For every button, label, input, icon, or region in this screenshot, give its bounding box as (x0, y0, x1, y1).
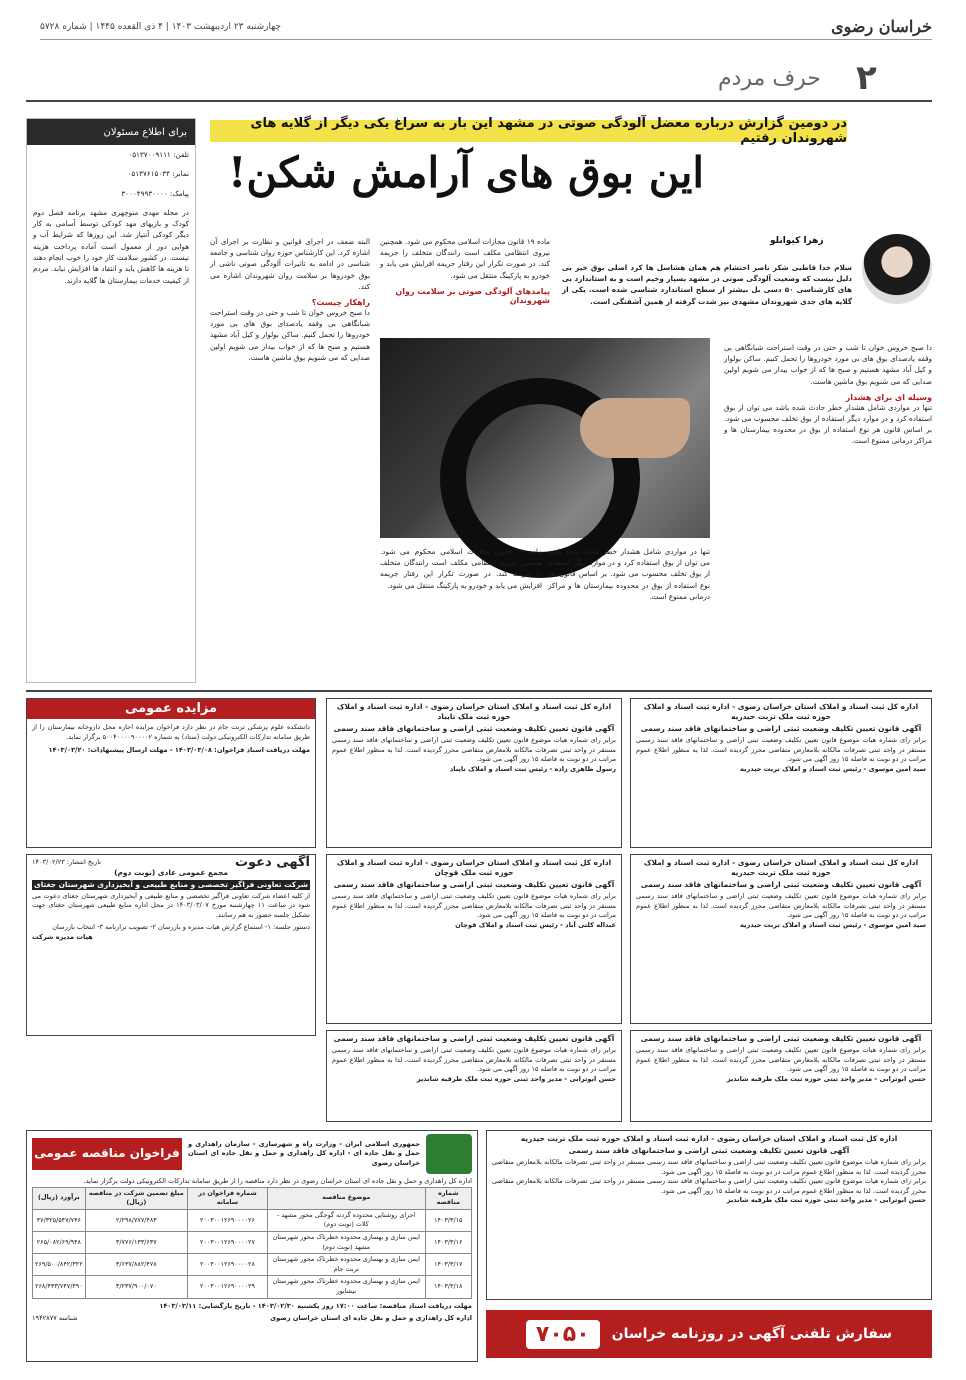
table-cell: ۲۰۰۳۰۰۱۲۶۹۰۰۰۰۲۹ (187, 1276, 267, 1298)
table-header: مبلغ تضمین شرکت در مناقصه (ریال) (85, 1187, 187, 1209)
divider (26, 100, 932, 102)
sidebar-fax: نمابر: ۰۵۱۳۷۶۱۵۰۳۴ (127, 169, 189, 179)
table-cell: اجرای روشنایی محدوده گردنه گوجگی محور مشهد - کلات (نوبت دوم) (267, 1209, 425, 1231)
sidebar-text: در محله مهدی منوچهری مشهد برنامه فصل دوم کودک و بازیهای مهد کودکی توسط آسامی به کار دیگر کودکی آنتیاز شد. این روزها که شرایط آب و هوایی دور از معمول است آماده پرداخت هزینه نیست. در کشور سلامت کار خود را خوب انجام دهند تا هزینه ها کاهش یابد و انتقاد ها افزایش نیابد. مردم از کیفیت خدمات بیمارستان ها گلایه دارند. (33, 207, 189, 285)
body-paragraph: دا صبح خروس خوان تا شب و حتی در وقت استراحت شبانگاهی بی وقفه یادصدای بوق های بی مورد خودروها را تحمل کنیم. ساکن بولوار و کیل آباد مشهد هستیم و صبح ها که از خواب بیدار می شویم اولین صدایی که می شنویم بوق ماشین هاست. (210, 308, 370, 362)
table-cell: ۱۴۰۳/۳/۱۶ (425, 1231, 471, 1253)
article-lead: سلام خدا قاطبی شکر ناصر احتشام هم همان هشاسل ها کرد اصلی بوق خیر بی دلیل نیست که وضعیت آلودگی صوتی در مشهد بسیار وخیم است و به استاندارد بی های کارشناسی ۵۰ دسی بل بیشتر از سطح استاندارد شناسی شده است. یکی از گلایه های جدی شهروندان مشهدی نیز شدت گرفته از همین آشفتگی است. (562, 263, 852, 306)
legal-ad (326, 1030, 622, 1122)
tender-org: جمهوری اسلامی ایران - وزارت راه و شهرسازی - سازمان راهداری و حمل و نقل جاده ای - اداره کل راهداری و حمل و نقل جاده ای استان خراسان رضوی (188, 1139, 420, 1167)
legal-title: آگهی قانون تعیین تکلیف وضعیت ثبتی اراضی و ساختمانهای فاقد سند رسمی (568, 1146, 850, 1155)
tender-table (32, 1187, 472, 1299)
subheading: راهکار چیست؟ (311, 298, 370, 308)
table-cell: ۴۷/۳۲۵/۵۴۷/۷۴۶ (33, 1209, 86, 1231)
legal-body: برابر رای شماره هیات موضوع قانون تعیین تکلیف وضعیت ثبتی اراضی و ساختمانهای فاقد سند رسمی مستقر در واحد ثبتی تصرفات مالکانه بلامعارض متقاضی محرز گردیده است. لذا به منظور اطلاع عموم مراتب در دو نوبت به فاصله ۱۵ روز آگهی می شود. (492, 1158, 926, 1176)
legal-body: برابر رای شماره هیات موضوع قانون تعیین تکلیف وضعیت ثبتی اراضی و ساختمانهای فاقد سند رسمی مستقر در واحد ثبتی تصرفات مالکانه بلامعارض متقاضی محرز گردیده است. لذا به منظور اطلاع عموم مراتب در دو نوبت به فاصله ۱۵ روز آگهی می شود. (492, 1177, 926, 1195)
table-cell: ۳/۲۳۷/۹۰۰/۰۷۰ (85, 1276, 187, 1298)
table-header: شماره مناقصه (425, 1187, 471, 1209)
sidebar-title: برای اطلاع مسئولان (27, 119, 195, 145)
table-row (33, 1231, 472, 1253)
table-cell: ۳/۶۳۷/۸۸۲/۴۷۸ (85, 1254, 187, 1276)
legal-ad (326, 698, 622, 848)
sidebar-phone: تلفن: ۰۵۱۳۷۰۰۹۱۱۱ (128, 150, 189, 159)
divider (26, 690, 932, 692)
legal-body: برابر رای شماره هیات موضوع قانون تعیین تکلیف وضعیت ثبتی اراضی و ساختمانهای فاقد سند رسمی مستقر در واحد ثبتی تصرفات مالکانه بلامعارض متقاضی محرز گردیده است. لذا به منظور اطلاع عموم مراتب در دو نوبت به فاصله ۱۵ روز آگهی می شود. (636, 892, 926, 920)
issue-date: چهارشنبه ۲۳ اردیبهشت ۱۴۰۳ | ۴ ذی القعده ۱۴۴۵ | شماره ۵۷۲۸ (40, 21, 281, 32)
table-cell: ایمن سازی و بهسازی محدوده خطرناک محور شهرستان تربت جام (267, 1254, 425, 1276)
legal-header: اداره کل ثبت اسناد و املاک استان خراسان رضوی - اداره ثبت اسناد و املاک حوزه ثبت ملک تربت حیدریه (520, 1134, 898, 1143)
table-header: برآورد (ریال) (33, 1187, 86, 1209)
auction-text: دانشکده علوم پزشکی تربت جام در نظر دارد فراخوان مزایده اجاره محل داروخانه بیمارستان را از طریق سامانه تدارکات الکترونیکی دولت (ستاد) به شماره ۵۰۰۴۰۰۰۰۹۰۰۰۰۲ برگزار نماید. (32, 723, 310, 741)
article-column-1 (724, 342, 932, 447)
table-cell: ۲۰۰۳۰۰۱۲۶۹۰۰۰۰۲۶ (187, 1209, 267, 1231)
body-paragraph: تنها در مواردی شامل هشدار خطر حادث شده باشد می توان از بوق استفاده کرد و در موارد دیگر استفاده از بوق تخلف محسوب می شود. بر اساس قانون هر نوع استفاده از بوق در محدوده بیمارستان ها و مراکز درمانی ممنوع است. (724, 402, 932, 446)
legal-title: آگهی قانون تعیین تکلیف وضعیت ثبتی اراضی و ساختمانهای فاقد سند رسمی (640, 1034, 922, 1043)
legal-body: برابر رای شماره هیات موضوع قانون تعیین تکلیف وضعیت ثبتی اراضی و ساختمانهای فاقد سند رسمی مستقر در واحد ثبتی تصرفات مالکانه بلامعارض متقاضی محرز گردیده است. لذا به منظور اطلاع عموم مراتب در دو نوبت به فاصله ۱۵ روز آگهی می شود. (332, 1046, 616, 1074)
tender-dates: مهلت دریافت اسناد مناقصه: ساعت ۱۷:۰۰ روز یکشنبه ۱۴۰۳/۰۲/۳۰ - تاریخ بازگشایی: ۱۴۰۳/۰۳/۱۱ (159, 1301, 472, 1310)
legal-sign: سید امین موسوی - رئیس ثبت اسناد و املاک تربت حیدریه (739, 920, 926, 929)
sidebar-box (26, 118, 196, 683)
subheading: پیامدهای آلودگی صوتی بر سلامت روان شهروندان (395, 286, 550, 305)
table-row (33, 1209, 472, 1231)
legal-body: برابر رای شماره هیات موضوع قانون تعیین تکلیف وضعیت ثبتی اراضی و ساختمانهای فاقد سند رسمی مستقر در واحد ثبتی تصرفات مالکانه بلامعارض متقاضی محرز گردیده است. لذا به منظور اطلاع عموم مراتب در دو نوبت به فاصله ۱۵ روز آگهی می شود. (636, 736, 926, 764)
table-row (33, 1254, 472, 1276)
phone-number: ۷۰۵۰ (526, 1320, 600, 1349)
tender-title: فراخوان مناقصه عمومی (32, 1138, 182, 1170)
article-headline: این بوق های آرامش شکن! (228, 148, 705, 197)
tender-ad (26, 1130, 478, 1362)
invite-ad (26, 854, 316, 1036)
phone-order-banner (486, 1310, 932, 1358)
article-kicker: در دومین گزارش درباره معضل آلودگی صوتی در مشهد این بار به سراغ یکی دیگر از گلایه های شهروندان رفتیم (210, 120, 847, 142)
body-paragraph: دا صبح خروس خوان تا شب و حتی در وقت استراحت شبانگاهی بی وقفه یادصدای بوق های بی مورد خودروها را تحمل کنیم. ساکن بولوار و کیل آباد مشهد هستیم و صبح ها که از خواب بیدار می شویم اولین صدایی که می شنویم بوق ماشین هاست. (724, 343, 932, 386)
legal-sign: حسن ابوترابی - مدیر واحد ثبتی حوزه ثبت ملک طرقبه شاندیز (726, 1196, 926, 1205)
legal-body: برابر رای شماره هیات موضوع قانون تعیین تکلیف وضعیت ثبتی اراضی و ساختمانهای فاقد سند رسمی مستقر در واحد ثبتی تصرفات مالکانه بلامعارض متقاضی محرز گردیده است. لذا به منظور اطلاع عموم مراتب در دو نوبت به فاصله ۱۵ روز آگهی می شود. (636, 1046, 926, 1074)
invite-org: شرکت تعاونی فراگیر تخصصی و منابع طبیعی و آبخیزداری شهرستان جغتای (33, 879, 309, 889)
legal-header: اداره کل ثبت اسناد و املاک استان خراسان رضوی - اداره ثبت اسناد و املاک حوزه ثبت ملک تایباد (336, 702, 612, 721)
table-cell: ۱۴۰۳/۳/۱۸ (425, 1276, 471, 1298)
legal-sign: سید امین موسوی - رئیس ثبت اسناد و املاک تربت حیدریه (739, 764, 926, 773)
road-agency-logo-icon (426, 1134, 472, 1174)
legal-sign: رسول طاهری زاده - رئیس ثبت اسناد و املاک تایباد (449, 764, 616, 773)
legal-header: اداره کل ثبت اسناد و املاک استان خراسان رضوی - اداره ثبت اسناد و املاک حوزه ثبت ملک قوچان (336, 858, 612, 877)
legal-title: آگهی قانون تعیین تکلیف وضعیت ثبتی اراضی و ساختمانهای فاقد سند رسمی (333, 1034, 615, 1043)
page-header (40, 14, 932, 40)
table-cell: ۲۰۰۳۰۰۱۲۶۹۰۰۰۰۲۷ (187, 1231, 267, 1253)
body-paragraph: تنها در مواردی شامل هشدار خطر حادث شده باشد می توان از بوق استفاده کرد و در موارد دیگر استفاده از بوق تخلف محسوب می شود. بر اساس قانون هر نوع استفاده از بوق در محدوده بیمارستان ها و مراکز درمانی ممنوع است. (548, 547, 710, 601)
table-cell: ایمن سازی و بهسازی محدوده خطرناک محور شهرستان مشهد (نوبت دوم) (267, 1231, 425, 1253)
legal-title: آگهی قانون تعیین تکلیف وضعیت ثبتی اراضی و ساختمانهای فاقد سند رسمی (333, 880, 615, 889)
legal-ad (630, 698, 932, 848)
article-column-3 (380, 236, 550, 305)
invite-sub: مجمع عمومی عادی (نوبت دوم) (114, 867, 228, 877)
legal-title: آگهی قانون تعیین تکلیف وضعیت ثبتی اراضی و ساختمانهای فاقد سند رسمی (333, 724, 615, 733)
table-cell: ۲/۲۹۸/۷۷۷/۴۸۳ (85, 1209, 187, 1231)
legal-body: برابر رای شماره هیات موضوع قانون تعیین تکلیف وضعیت ثبتی اراضی و ساختمانهای فاقد سند رسمی مستقر در واحد ثبتی تصرفات مالکانه بلامعارض متقاضی محرز گردیده است. لذا به منظور اطلاع عموم مراتب در دو نوبت به فاصله ۱۵ روز آگهی می شود. (332, 892, 616, 920)
legal-sign: حسن ابوترابی - مدیر واحد ثبتی حوزه ثبت ملک طرقبه شاندیز (416, 1074, 616, 1083)
invite-title: آگهی دعوت (234, 855, 310, 870)
table-cell: ۲۶۵/۰۸۲/۶۹/۹۴۸ (33, 1231, 86, 1253)
tender-intro: اداره کل راهداری و حمل و نقل جاده ای استان خراسان رضوی در نظر دارد مناقصه را از طریق سامانه تدارکات الکترونیکی دولت برگزار نماید. (83, 1177, 472, 1185)
legal-header: اداره کل ثبت اسناد و املاک استان خراسان رضوی - اداره ثبت اسناد و املاک حوزه ثبت ملک تربت حیدریه (643, 858, 919, 877)
page-number: ۲ (856, 58, 877, 98)
table-header: شماره فراخوان در سامانه (187, 1187, 267, 1209)
sidebar-sms: پیامک: ۳۰۰۰۴۹۹۳۰۰۰۰ (121, 188, 189, 198)
author-photo (862, 234, 932, 304)
table-row (33, 1276, 472, 1298)
newspaper-logo: خراسان رضوی (831, 17, 932, 36)
legal-ad (486, 1130, 932, 1300)
legal-sign: حسن ابوترابی - مدیر واحد ثبتی حوزه ثبت ملک طرقبه شاندیز (726, 1074, 926, 1083)
table-header: موضوع مناقصه (267, 1187, 425, 1209)
table-cell: ۱۴۰۳/۳/۱۷ (425, 1254, 471, 1276)
tender-id: شناسه ۱۹۴۲۸۷۷ (32, 1314, 78, 1323)
article-column-2 (380, 546, 710, 602)
steering-wheel-photo (380, 338, 710, 538)
table-cell: ۳/۷۷۶/۱۳۳/۶۳۷ (85, 1231, 187, 1253)
body-paragraph: ماده ۱۹ قانون مجازات اسلامی محکوم می شود. همچنین نیروی انتظامی مکلف است رانندگان متخلف را جریمه کند. در صورت تکرار این رفتار جریمه افزایش می یابد و خودرو به پارکینگ منتقل می شود. (380, 237, 550, 280)
table-cell: ۱۴۰۳/۳/۱۵ (425, 1209, 471, 1231)
auction-ad (26, 698, 316, 848)
legal-body: برابر رای شماره هیات موضوع قانون تعیین تکلیف وضعیت ثبتی اراضی و ساختمانهای فاقد سند رسمی مستقر در واحد ثبتی تصرفات مالکانه بلامعارض متقاضی محرز گردیده است. لذا به منظور اطلاع عموم مراتب در دو نوبت به فاصله ۱۵ روز آگهی می شود. (332, 736, 616, 764)
auction-dates: مهلت دریافت اسناد فراخوان: ۱۴۰۳/۰۳/۰۸ - مهلت ارسال پیشنهادات: ۱۴۰۳/۰۳/۲۰ (48, 746, 310, 755)
auction-title: مزایده عمومی (27, 699, 315, 719)
body-paragraph: البته ضعف در اجرای قوانین و نظارت بر اجرای آن اشاره کرد. این کارشناس حوزه روان شناسی و جامعه شناسی در ادامه به تاثیرات آلودگی صوتی ناشی از بوق خودروها بر سلامت روان شهروندان اشاره می کند. (210, 237, 370, 291)
subheading: وسیله ای برای هشدار (845, 392, 932, 402)
legal-header: اداره کل ثبت اسناد و املاک استان خراسان رضوی - اداره ثبت اسناد و املاک حوزه ثبت ملک تربت حیدریه (643, 702, 919, 721)
legal-title: آگهی قانون تعیین تکلیف وضعیت ثبتی اراضی و ساختمانهای فاقد سند رسمی (640, 880, 922, 889)
tender-sign: اداره کل راهداری و حمل و نقل جاده ای استان خراسان رضوی (270, 1314, 472, 1323)
phone-order-text: سفارش تلفنی آگهی در روزنامه خراسان (611, 1326, 893, 1342)
table-cell: ۲۶۹/۵۰۰/۸۴۲/۳۲۲ (33, 1254, 86, 1276)
invite-date: تاریخ انتشار: ۱۴۰۳/۰۲/۲۳ (32, 858, 102, 866)
table-cell: ۲۰۰۳۰۰۱۲۶۹۰۰۰۰۲۸ (187, 1254, 267, 1276)
legal-ad (630, 1030, 932, 1122)
invite-text: از کلیه اعضاء شرکت تعاونی فراگیر تخصصی و منابع طبیعی و آبخیزداری شهرستان جغتای دعوت می شود در ساعت ۱۱ چهارشنبه مورخ ۱۴۰۳/۰۳/۰۷ در محل اداره منابع طبیعی شهرستان جغتای جهت تشکیل جلسه حضور به هم رسانند. (32, 891, 311, 919)
author-name: زهرا کیوانلو (770, 236, 824, 246)
invite-agenda: دستور جلسه: ۱- استماع گزارش هیات مدیره و بازرسان ۲- تصویب ترازنامه ۳- انتخاب بازرسان (52, 923, 310, 932)
legal-ad (326, 854, 622, 1024)
legal-title: آگهی قانون تعیین تکلیف وضعیت ثبتی اراضی و ساختمانهای فاقد سند رسمی (640, 724, 922, 733)
section-title: حرف مردم (718, 66, 821, 91)
table-cell: ایمن سازی و بهسازی محدوده خطرناک محور شهرستان نیشابور (267, 1276, 425, 1298)
article-column-4 (210, 236, 370, 363)
body-paragraph: ماده ۱۹ قانون مجازات اسلامی محکوم می شود. همچنین نیروی انتظامی مکلف است رانندگان متخلف را جریمه کند. در صورت تکرار این رفتار جریمه افزایش می یابد و خودرو به پارکینگ منتقل می شود. (380, 547, 543, 590)
legal-sign: عبداله کلتی آباد - رئیس ثبت اسناد و املاک قوچان (455, 920, 616, 929)
invite-sign: هیات مدیره شرکت (32, 932, 93, 941)
legal-ad (630, 854, 932, 1024)
table-cell: ۲۶۸/۴۳۳/۷۴۷/۴۹۰ (33, 1276, 86, 1298)
